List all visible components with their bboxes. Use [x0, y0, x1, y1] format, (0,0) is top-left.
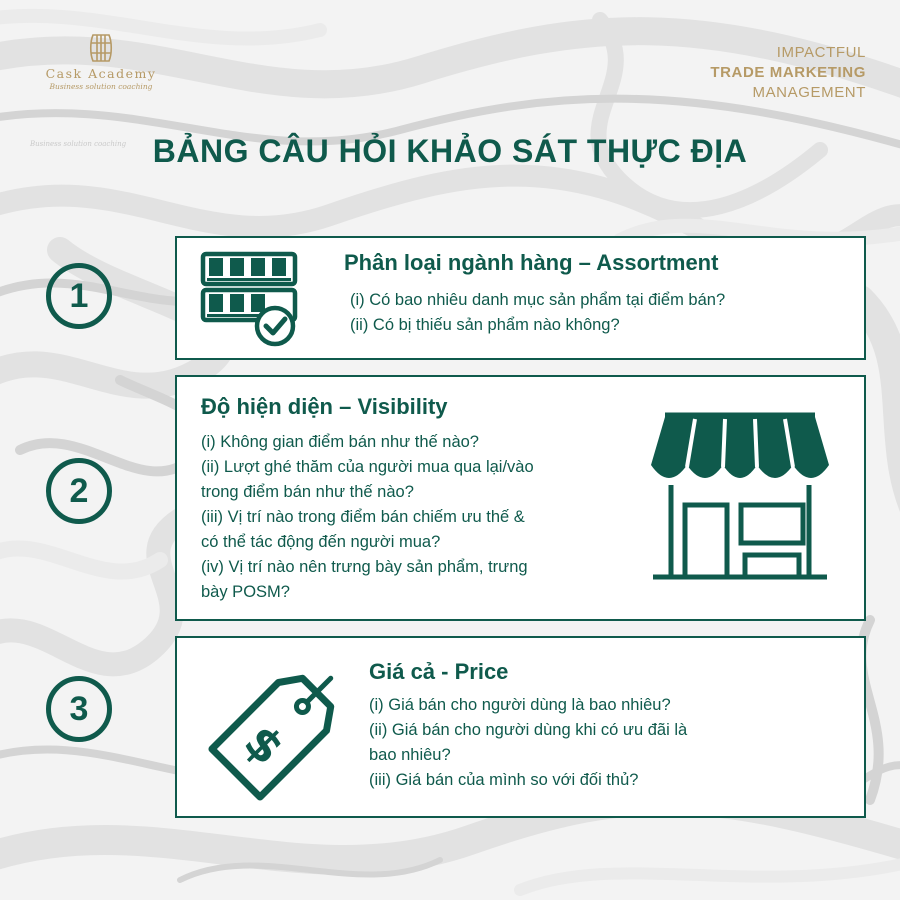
storefront-icon [647, 411, 833, 583]
section-questions-price [369, 693, 687, 793]
price-tag-icon [207, 662, 347, 802]
page-title: BẢNG CÂU HỎI KHẢO SÁT THỰC ĐỊA [152, 133, 748, 169]
question-line: bao nhiêu? [369, 746, 451, 764]
question-line: (iii) Vị trí nào trong điểm bán chiếm ưu thế & [201, 508, 525, 526]
section-card-assortment [175, 236, 866, 360]
question-line: (i) Không gian điểm bán như thế nào? [201, 433, 479, 451]
dollar-sign-icon: $ [233, 714, 295, 776]
cask-academy-logo [36, 32, 166, 91]
question-line: (ii) Có bị thiếu sản phẩm nào không? [350, 316, 620, 334]
section-heading-visibility: Độ hiện diện – Visibility [201, 394, 448, 419]
section-questions-assortment [350, 288, 725, 338]
question-line: (iv) Vị trí nào nên trưng bày sản phẩm, trưng [201, 558, 528, 576]
section-number-2: 2 [46, 458, 112, 524]
question-line: bày POSM? [201, 583, 290, 601]
section-card-price [175, 636, 866, 818]
question-line: (i) Có bao nhiêu danh mục sản phẩm tại điểm bán? [350, 291, 726, 309]
section-number-1: 1 [46, 263, 112, 329]
faded-tagline: Business solution coaching [30, 140, 127, 148]
logo-name: Cask Academy [45, 66, 157, 81]
section-number-3: 3 [46, 676, 112, 742]
question-line: (ii) Giá bán cho người dùng khi có ưu đãi là [369, 721, 688, 739]
brand-line-1: IMPACTFUL [776, 44, 866, 61]
question-line: có thể tác động đến người mua? [201, 533, 441, 551]
question-line: (iii) Giá bán của mình so với đối thủ? [369, 771, 639, 789]
barrel-logo-icon [85, 32, 117, 64]
question-line: (i) Giá bán cho người dùng là bao nhiêu? [369, 696, 671, 714]
brand-title [710, 43, 866, 103]
section-heading-price: Giá cả - Price [369, 659, 509, 684]
shelf-check-icon [199, 248, 299, 348]
section-questions-visibility [201, 430, 534, 605]
brand-line-3: MANAGEMENT [752, 84, 866, 101]
question-line: (ii) Lượt ghé thăm của người mua qua lại/vào [201, 458, 534, 476]
brand-line-2: TRADE MARKETING [710, 64, 866, 81]
question-line: trong điểm bán như thế nào? [201, 483, 414, 501]
section-card-visibility [175, 375, 866, 621]
logo-tagline: Business solution coaching [49, 82, 153, 91]
section-heading-assortment: Phân loại ngành hàng – Assortment [344, 250, 719, 275]
